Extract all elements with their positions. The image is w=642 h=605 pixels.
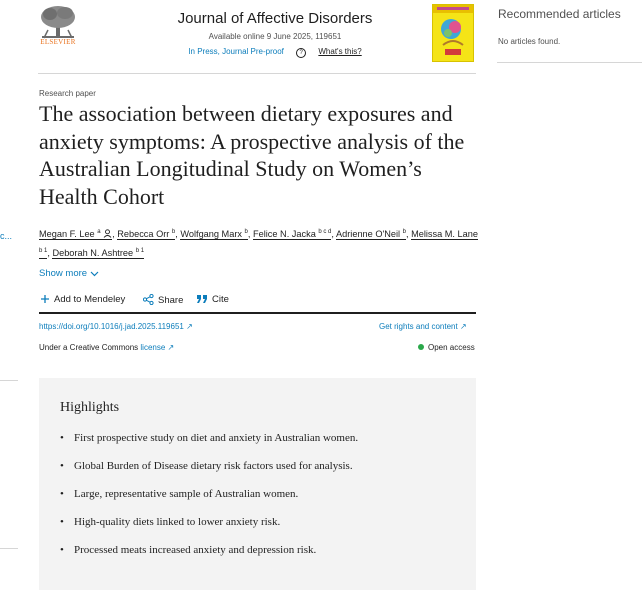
available-online-date: Available online 9 June 2025, 119651 xyxy=(208,32,342,41)
journal-cover-image[interactable] xyxy=(432,4,474,62)
highlight-item: • High-quality diets linked to lower anxiety risk. xyxy=(60,515,358,543)
whats-this-link[interactable]: What's this? xyxy=(318,47,362,56)
plus-icon xyxy=(40,294,50,304)
question-icon: ? xyxy=(296,48,306,58)
in-press-status[interactable]: In Press, Journal Pre-proof xyxy=(188,47,284,56)
license-link[interactable]: license ↗ xyxy=(140,343,175,352)
share-button[interactable]: Share xyxy=(143,294,183,306)
quote-icon xyxy=(196,294,208,304)
highlights-list xyxy=(60,431,358,571)
author-link[interactable]: Melissa M. Lane $^{b 1}$ xyxy=(39,229,478,259)
no-articles-message: No articles found. xyxy=(498,37,561,46)
author-link[interactable]: Adrienne O'Neil $^b$ xyxy=(336,229,406,239)
highlight-item: • Global Burden of Disease dietary risk factors used for analysis. xyxy=(60,459,358,487)
open-access-dot-icon xyxy=(418,344,424,350)
author-link[interactable]: Rebecca Orr $^b$ xyxy=(117,229,176,239)
publisher-name: ELSEVIER xyxy=(40,38,76,46)
highlight-item: • Large, representative sample of Australian women. xyxy=(60,487,358,515)
article-actions-bar xyxy=(39,290,476,314)
highlight-item: • First prospective study on diet and anxiety in Australian women. xyxy=(60,431,358,459)
author-link[interactable]: Deborah N. Ashtree $^{b 1}$ xyxy=(52,248,145,258)
get-rights-link[interactable]: Get rights and content ↗ xyxy=(379,322,467,331)
article-header xyxy=(38,0,476,74)
doi-link[interactable]: https://doi.org/10.1016/j.jad.2025.119651 ↗ xyxy=(39,322,193,331)
highlights-title: Highlights xyxy=(60,400,120,415)
author-link[interactable]: Wolfgang Marx $^b$ xyxy=(180,229,248,239)
left-divider xyxy=(0,548,18,549)
external-link-icon: ↗ xyxy=(167,343,175,352)
recommended-articles-title: Recommended articles xyxy=(498,7,621,21)
person-icon xyxy=(103,227,112,236)
journal-info xyxy=(150,10,400,58)
author-list: Megan F. Lee $^a$ , Rebecca Orr $^b$, Wolfgang Marx $^b$, Felice N. Jacka $^{b c d}$, Adrienne O'Neil $^b$, Melissa M. Lane $^{b 1}$, Deborah N. Ashtree $^{b 1}$ xyxy=(39,229,478,258)
show-more-label: Show more xyxy=(39,268,88,279)
highlights-section xyxy=(39,378,476,590)
open-access-badge: Open access xyxy=(418,343,475,352)
external-link-icon: ↗ xyxy=(186,322,193,331)
left-divider xyxy=(0,380,18,381)
license-statement: Under a Creative Commons license ↗ xyxy=(39,343,175,352)
left-panel-link-fragment[interactable]: c... xyxy=(0,231,13,241)
recommended-articles-panel xyxy=(497,0,642,63)
highlight-item: • Processed meats increased anxiety and depression risk. xyxy=(60,543,358,571)
article-status xyxy=(150,47,400,58)
share-icon xyxy=(143,294,154,305)
external-link-icon: ↗ xyxy=(459,322,467,331)
author-link[interactable]: Felice N. Jacka $^{b c d}$ xyxy=(253,229,332,239)
show-more-button[interactable] xyxy=(39,268,99,279)
chevron-down-icon xyxy=(90,269,99,278)
article-type: Research paper xyxy=(39,89,96,98)
add-to-mendeley-button[interactable]: Add to Mendeley xyxy=(40,294,125,305)
journal-title[interactable]: Journal of Affective Disorders xyxy=(177,10,373,27)
article-title: The association between dietary exposures and anxiety symptoms: A prospective analysis of the Australian Longitudinal Study on Women’s Health Cohort xyxy=(39,101,465,209)
author-link[interactable]: Megan F. Lee $^a$ xyxy=(39,229,112,240)
cite-button[interactable]: Cite xyxy=(196,294,229,305)
